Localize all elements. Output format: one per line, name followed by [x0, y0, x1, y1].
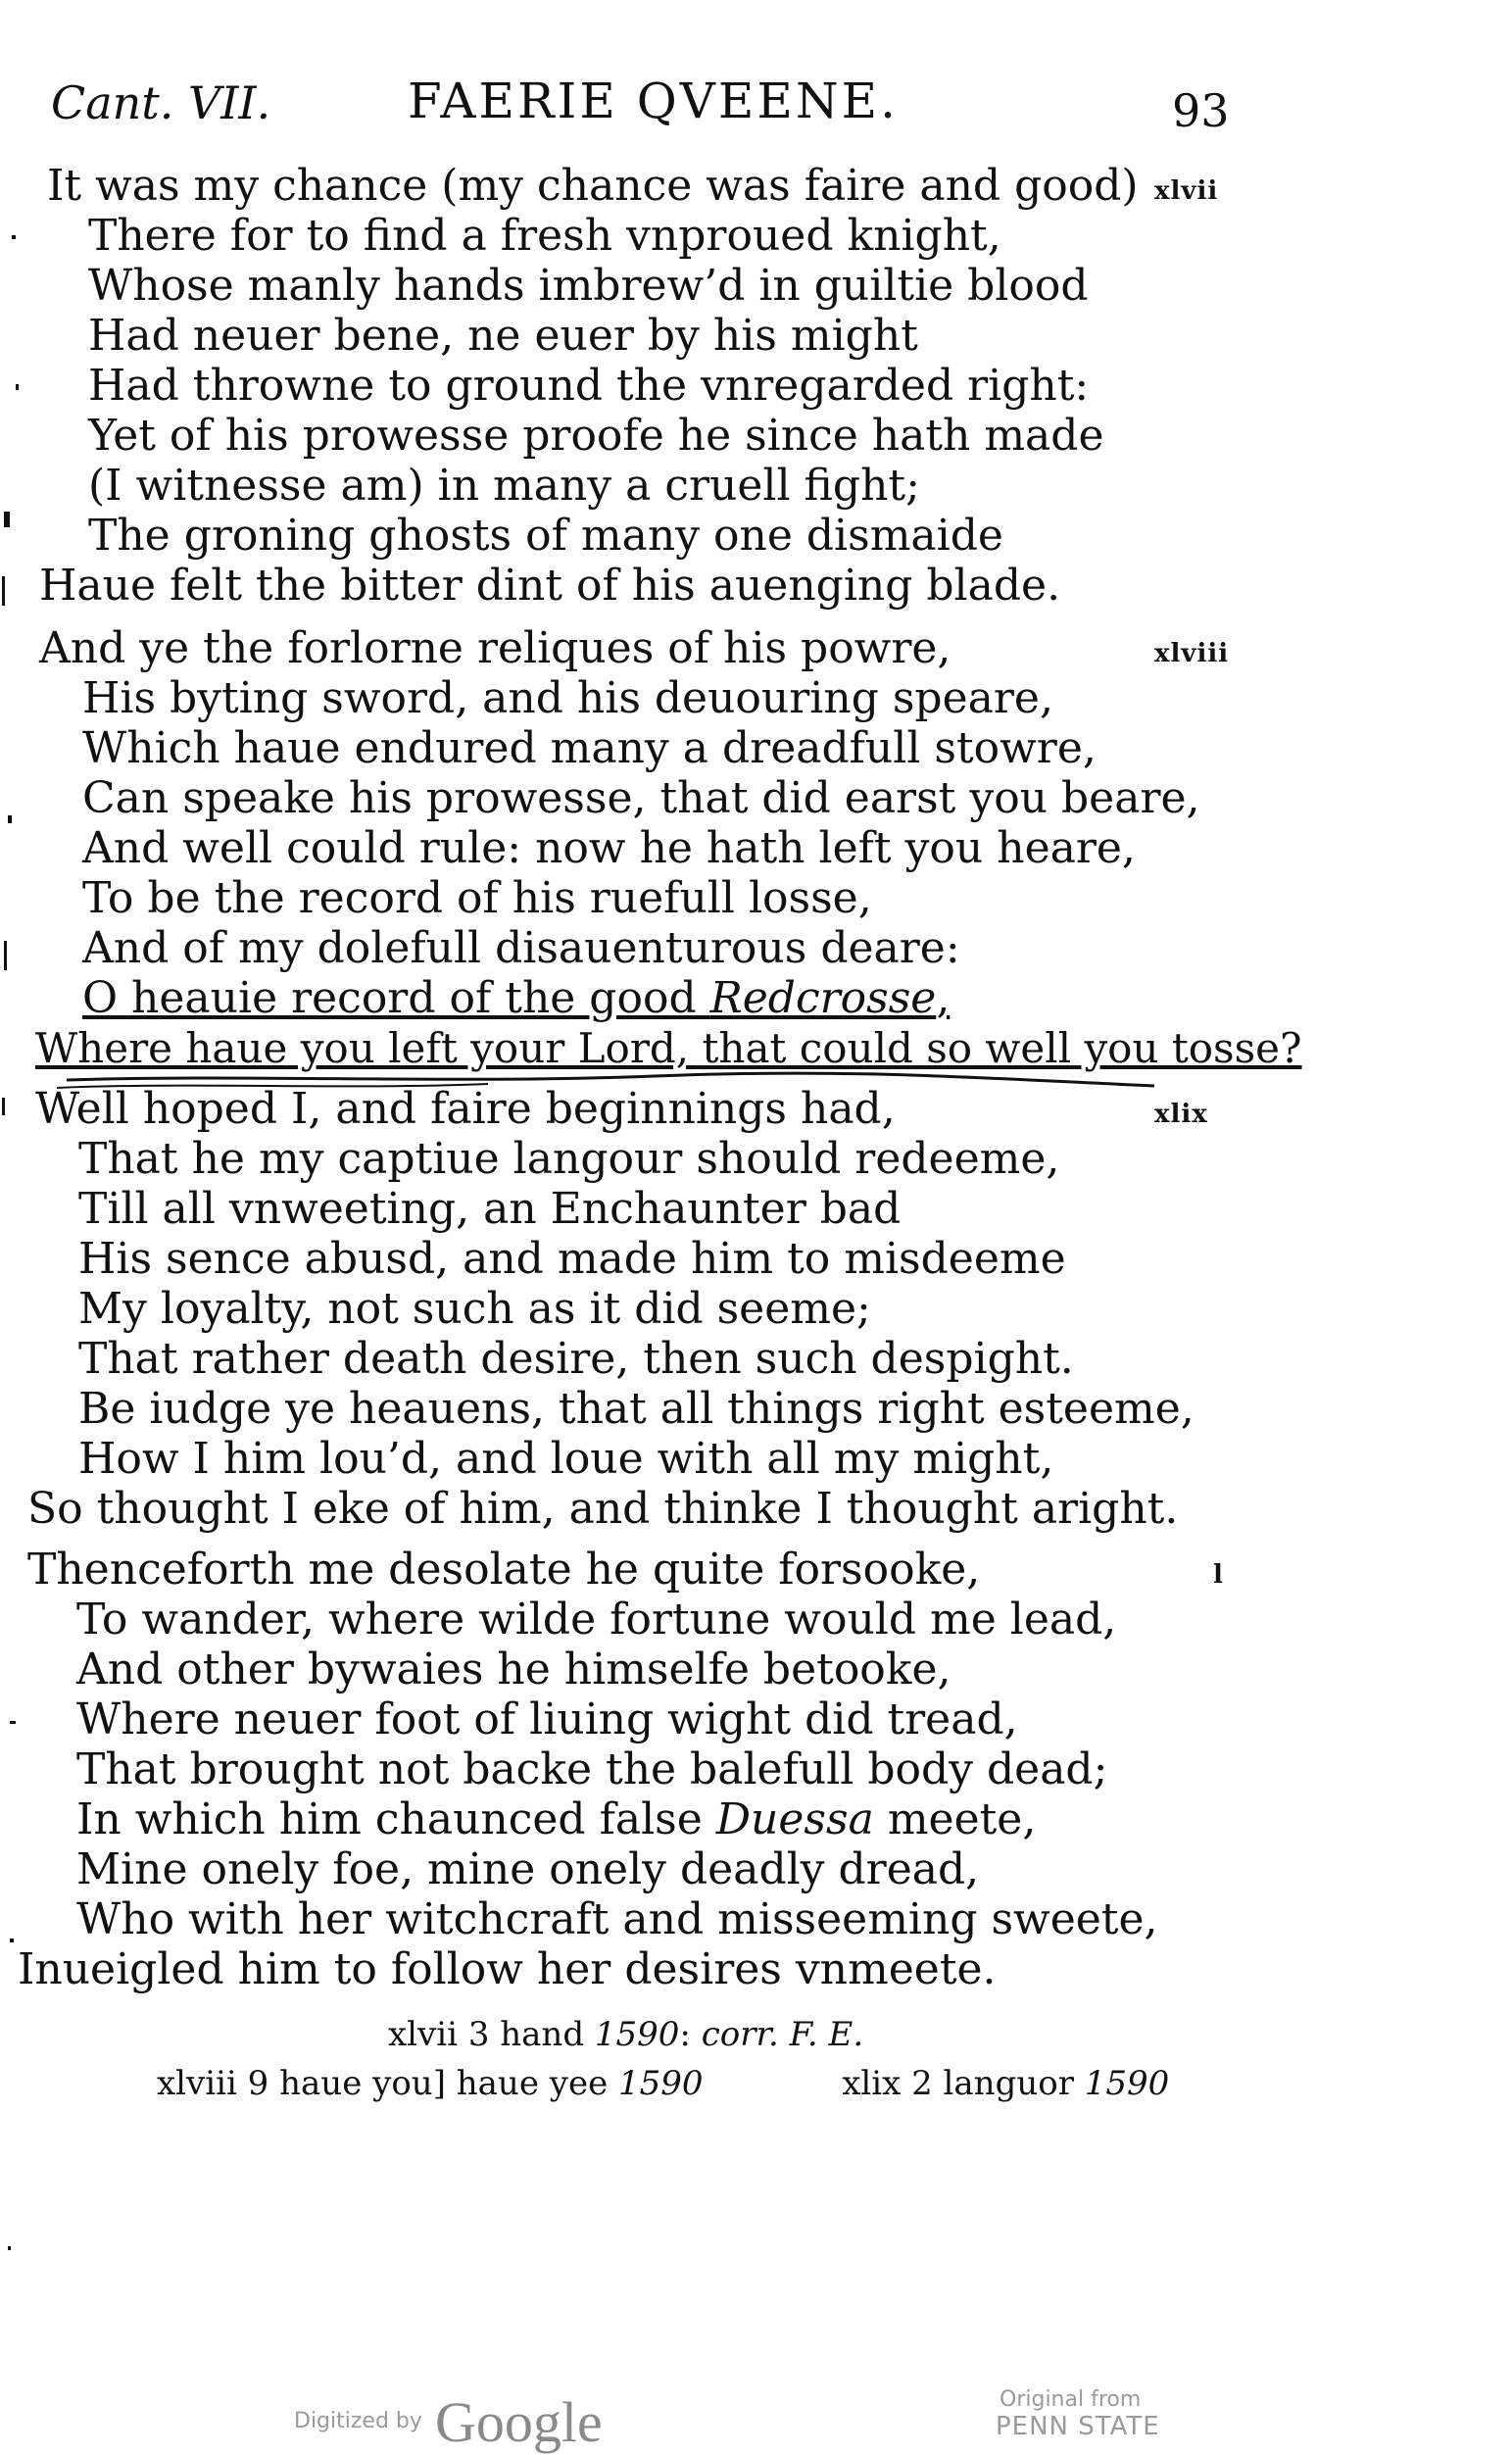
verse-line: Had neuer bene, ne euer by his might	[88, 311, 918, 361]
scan-speck	[10, 1721, 16, 1724]
digitized-by-watermark	[294, 2389, 603, 2455]
verse-line: Well hoped I, and faire beginnings had,	[35, 1084, 896, 1134]
scan-speck	[8, 815, 12, 823]
stanza-number: l	[1213, 1560, 1224, 1590]
verse-line: Can speake his prowesse, that did earst you beare,	[82, 773, 1200, 823]
stanza-number: xlix	[1154, 1100, 1208, 1129]
scan-speck	[10, 1939, 14, 1942]
page-number: 93	[1172, 84, 1230, 137]
institution-label: PENN STATE	[996, 2412, 1160, 2441]
verse-line: Yet of his prowesse proofe he since hath made	[88, 411, 1104, 461]
verse-line: Thenceforth me desolate he quite forsooke,	[27, 1545, 981, 1595]
verse-line: My loyalty, not such as it did seeme;	[78, 1284, 871, 1334]
scan-speck	[2, 576, 5, 606]
verse-line: Inueigled him to follow her desires vnmeete.	[18, 1944, 997, 1994]
note-ref: xlvii 3 hand	[388, 2015, 585, 2054]
verse-line: His byting sword, and his deuouring speare,	[82, 673, 1053, 723]
scan-speck	[4, 941, 7, 970]
stanza-number: xlvii	[1154, 176, 1219, 206]
verse-line: And well could rule: now he hath left you heare,	[82, 823, 1136, 873]
scan-speck	[16, 384, 19, 390]
note-line-2	[157, 2064, 1169, 2103]
note-year: 1590	[618, 2064, 704, 2103]
verse-line	[82, 973, 950, 1024]
canto-label: Cant. VII.	[51, 76, 271, 129]
scan-speck	[4, 512, 10, 527]
note-correction: corr. F. E.	[701, 2015, 864, 2054]
verse-line: There for to find a fresh vnproued knight,	[88, 211, 1001, 261]
verse-line: That rather death desire, then such despight.	[78, 1334, 1074, 1384]
verse-line: Which haue endured many a dreadfull stowre,	[82, 723, 1097, 773]
verse-line: Had throwne to ground the vnregarded right:	[88, 361, 1090, 411]
note-ref: xlviii 9 haue you] haue yee	[157, 2064, 609, 2103]
verse-line: To wander, where wilde fortune would me lead,	[76, 1595, 1117, 1645]
verse-line: So thought I eke of him, and thinke I thought aright.	[27, 1484, 1179, 1534]
verse-line: (I witnesse am) in many a cruell fight;	[88, 461, 920, 511]
italic-name: Duessa	[715, 1794, 874, 1844]
verse-line: Till all vnweeting, an Enchaunter bad	[78, 1184, 902, 1234]
verse-line: His sence abusd, and made him to misdeeme	[78, 1234, 1066, 1284]
verse-line: The groning ghosts of many one dismaide	[88, 511, 1003, 561]
italic-name: Redcrosse	[709, 973, 937, 1023]
note-ref: xlix 2 languor	[842, 2064, 1074, 2103]
note-year: 1590	[1084, 2064, 1170, 2103]
verse-line: Be iudge ye heauens, that all things right esteeme,	[78, 1384, 1195, 1434]
verse-line: And other bywaies he himselfe betooke,	[76, 1645, 951, 1694]
verse-line: Where haue you left your Lord, that could so well you tosse?	[35, 1024, 1302, 1072]
verse-line: Mine onely foe, mine onely deadly dread,	[76, 1844, 980, 1894]
original-from-watermark	[996, 2387, 1160, 2441]
note-line-1	[388, 2015, 863, 2054]
scan-speck	[12, 235, 16, 239]
running-header	[0, 69, 1512, 137]
verse-line: How I him lou’d, and loue with all my might,	[78, 1434, 1054, 1484]
running-title: FAERIE QVEENE.	[408, 73, 899, 129]
scan-speck	[8, 2246, 11, 2250]
verse-line: That brought not backe the balefull body dead;	[76, 1744, 1108, 1794]
digitized-label: Digitized by	[294, 2409, 422, 2433]
verse-line: That he my captiue langour should redeeme,	[78, 1134, 1060, 1184]
verse-line: And of my dolefull disauenturous deare:	[82, 923, 960, 973]
verse-line: And ye the forlorne reliques of his powre,	[39, 623, 951, 673]
verse-line: Who with her witchcraft and misseeming sweete,	[76, 1894, 1158, 1944]
verse-line: It was my chance (my chance was faire and good)	[47, 161, 1139, 211]
verse-line: In which him chaunced false Duessa meete,	[76, 1794, 1037, 1844]
scan-speck	[2, 1098, 5, 1115]
original-from-label: Original from	[1000, 2387, 1142, 2412]
note-year: 1590	[594, 2015, 680, 2054]
google-logo: Google	[435, 2390, 603, 2454]
stanza-number: xlviii	[1154, 639, 1230, 668]
verse-line: Haue felt the bitter dint of his auenging blade.	[39, 561, 1061, 611]
verse-line: Whose manly hands imbrew’d in guiltie blood	[88, 261, 1089, 311]
note-sep: :	[679, 2015, 691, 2054]
verse-line: To be the record of his ruefull losse,	[82, 873, 872, 923]
verse-line: Where neuer foot of liuing wight did tread,	[76, 1694, 1018, 1744]
verse-line-text: O heauie record of the good Redcrosse,	[82, 973, 951, 1023]
